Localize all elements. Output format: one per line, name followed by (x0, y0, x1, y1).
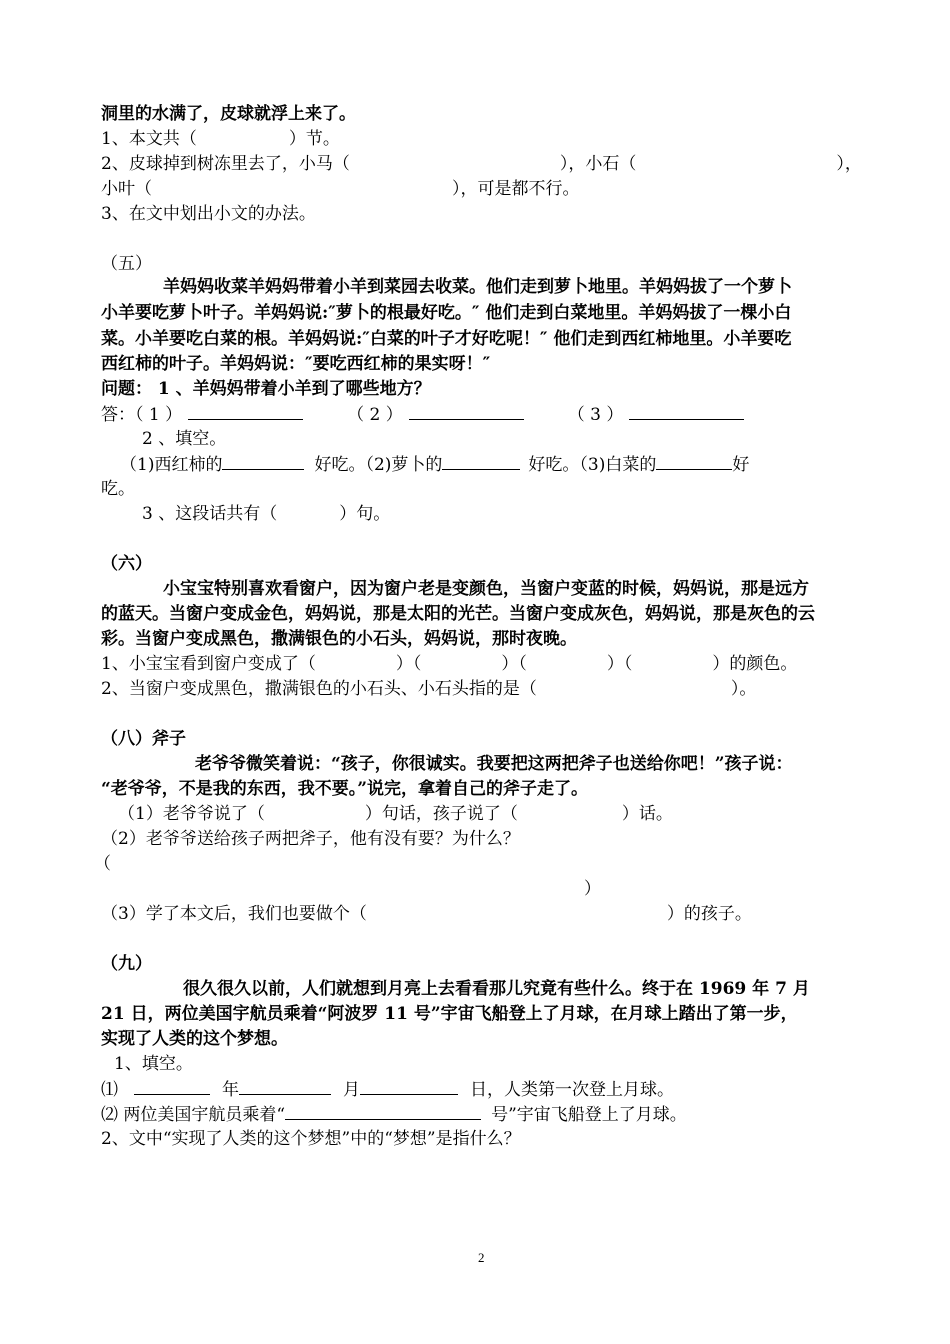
passage-line: 的蓝天。当窗户变成金色，妈妈说，那是太阳的光芒。当窗户变成灰色，妈妈说，那是灰色的云 (101, 604, 815, 624)
fill-line: ⑵ 两位美国宇航员乘着“ 号”宇宙飞船登上了月球。 (101, 1102, 687, 1127)
question: （2）老爷爷送给孩子两把斧子，他有没有要？为什么？ (101, 829, 520, 849)
question: 小叶（ ），可是都不行。 (101, 179, 580, 199)
passage-line: 洞里的水满了，皮球就浮上来了。 (101, 104, 356, 124)
section-heading: （五） (101, 254, 152, 274)
question: 3 、这段话共有（ ）句。 (142, 504, 391, 524)
passage-line: “老爷爷，不是我的东西，我不要。”说完，拿着自己的斧子走了。 (101, 779, 589, 799)
passage-line: 小宝宝特别喜欢看窗户，因为窗户老是变颜色，当窗户变蓝的时候，妈妈说，那是远方 (163, 579, 809, 599)
passage-line: 菜。小羊要吃白菜的根。羊妈妈说:″白菜的叶子才好吃呢！″ 他们走到西红柿地里。小羊要吃 (101, 329, 792, 349)
section-heading: （六） (101, 554, 152, 574)
question: 2 、填空。 (142, 429, 227, 449)
answer-open-paren: （ (94, 854, 111, 874)
page-number: 2 (478, 1250, 485, 1265)
question: 2、当窗户变成黑色，撒满银色的小石头、小石头指的是（ ）。 (101, 679, 757, 699)
question: （1）老爷爷说了（ ）句话，孩子说了（ ）话。 (118, 804, 673, 824)
passage-line: 很久很久以前，人们就想到月亮上去看看那儿究竟有些什么。终于在 1969 年 7 月 (183, 979, 810, 999)
fill-line: 吃。 (101, 479, 135, 499)
passage-line: 彩。当窗户变成黑色，撒满银色的小石头，妈妈说，那时夜晚。 (101, 629, 577, 649)
passage-line: 21 日，两位美国宇航员乘着“阿波罗 11 号”宇宙飞船登上了月球，在月球上踏出了第一步， (101, 1004, 798, 1024)
question: （3）学了本文后，我们也要做个（ ）的孩子。 (101, 904, 752, 924)
question: 2、文中“实现了人类的这个梦想”中的“梦想”是指什么？ (101, 1129, 521, 1149)
question: 1、小宝宝看到窗户变成了（ ）（ ）（ ）（ ）的颜色。 (101, 654, 798, 674)
passage-line: 西红柿的叶子。羊妈妈说：″要吃西红柿的果实呀！″ (101, 354, 491, 374)
passage-line: 老爷爷微笑着说：“孩子，你很诚实。我要把这两把斧子也送给你吧！”孩子说： (195, 754, 793, 774)
passage-line: 小羊要吃萝卜叶子。羊妈妈说:″萝卜的根最好吃。″ 他们走到白菜地里。羊妈妈拔了一棵小白 (101, 303, 792, 323)
question: 1、本文共（ ）节。 (101, 129, 340, 149)
question: 2、皮球掉到树冻里去了，小马（ ），小石（ ）， (101, 154, 862, 174)
section-heading: （八）斧子 (101, 729, 186, 749)
question: 3、在文中划出小文的办法。 (101, 204, 316, 224)
answer-line: 答：（ 1 ） （ 2 ） （ 3 ） (101, 402, 744, 427)
section-heading: （九） (101, 954, 152, 974)
question: 问题： 1 、羊妈妈带着小羊到了哪些地方？ (101, 379, 431, 399)
passage-line: 实现了人类的这个梦想。 (101, 1029, 288, 1049)
passage-line: 羊妈妈收菜羊妈妈带着小羊到菜园去收菜。他们走到萝卜地里。羊妈妈拔了一个萝卜 (163, 277, 792, 297)
fill-line: （1)西红柿的 好吃。（2)萝卜的 好吃。（3)白菜的 好 (120, 452, 749, 477)
fill-line: ⑴ 年 月 日，人类第一次登上月球。 (101, 1077, 674, 1102)
answer-close-paren: ） (584, 879, 601, 899)
question: 1、填空。 (114, 1054, 193, 1074)
